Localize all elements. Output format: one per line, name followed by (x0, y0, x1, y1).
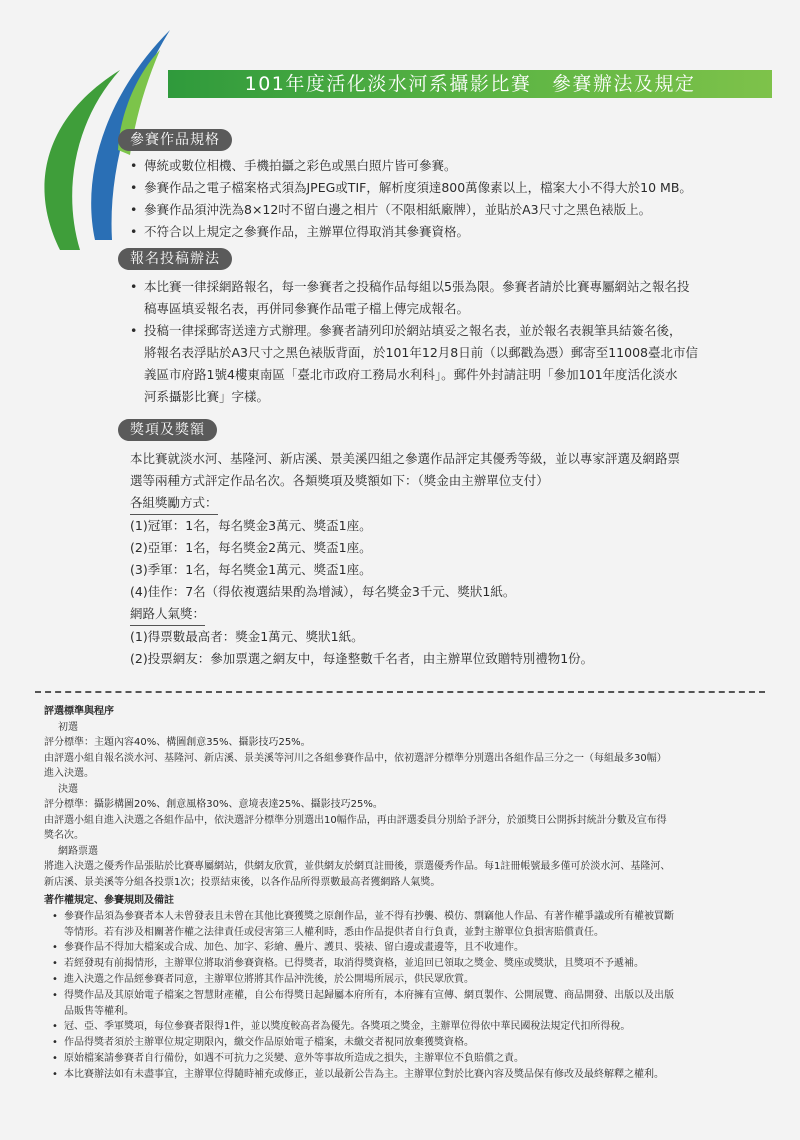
judging-line: 由評選小組自進入決選之各組作品中，依決選評分標準分別選出10幅作品，再由評選委員分別給予評分，於頒獎日公開拆封統計分數及宣布得 (44, 814, 667, 826)
judging-line: 獎名次。 (44, 830, 84, 841)
page-title: 101年度活化淡水河系攝影比賽 參賽辦法及規定 (168, 70, 772, 98)
note-item (44, 909, 769, 941)
judging-line: 決選 (58, 783, 78, 795)
note-line: 等情形。若有涉及相關著作權之法律責任或侵害第三人權利時，悉由作品提供者自行負責，並對主辦單位負損害賠償責任。 (64, 926, 604, 938)
group-award-item: (2)亞軍：1名，每名獎金2萬元、獎盃1座。 (130, 540, 372, 555)
group-award-item: (4)佳作：7名（得依複選結果酌為增減），每名獎金3千元、獎狀1紙。 (130, 584, 516, 599)
notes-heading: 著作權規定、參賽規則及備註 (44, 895, 174, 906)
spec-list (128, 155, 778, 243)
signup-line: • 投稿一律採郵寄送達方式辦理。參賽者請列印於網站填妥之報名表，並於報名表親筆具結簽名後， (144, 323, 682, 338)
spec-item: • 參賽作品之電子檔案格式須為JPEG或TIF，解析度須達800萬像素以上，檔案大小不得大於10 MB。 (128, 177, 778, 199)
signup-list (128, 276, 778, 408)
group-award-item: (3)季軍：1名，每名獎金1萬元、獎盃1座。 (130, 562, 372, 577)
spec-item: • 參賽作品須沖洗為8×12吋不留白邊之相片（不限相紙廠牌），並貼於A3尺寸之黑色裱版上。 (128, 199, 778, 221)
signup-line: • 本比賽一律採網路報名，每一參賽者之投稿作品每組以5張為限。參賽者請於比賽專屬網站之報名投 (144, 279, 690, 294)
note-item (44, 940, 769, 956)
note-line: • 原始檔案請參賽者自行備份，如遇不可抗力之災變、意外等事故所造成之損失，主辦單位不負賠償之責。 (64, 1052, 524, 1064)
section-heading-awards: 獎項及獎額 (118, 419, 217, 441)
note-item (44, 1051, 769, 1067)
dashed-divider (35, 691, 765, 693)
note-line: • 作品得獎者須於主辦單位規定期限內，繳交作品原始電子檔案，未繳交者視同放棄獲獎資格。 (64, 1037, 474, 1049)
judging-line: 由評選小組自報名淡水河、基隆河、新店溪、景美溪等河川之各組參賽作品中，依初選評分標準分別選出各組作品三分之一（每組最多30幅） (44, 752, 667, 764)
judging-line: 評分標準：主題內容40%、構圖創意35%、攝影技巧25%。 (44, 737, 311, 748)
judging-block (44, 704, 769, 890)
note-line: • 進入決選之作品經參賽者同意，主辦單位將將其作品沖洗後，於公開場所展示，供民眾欣賞。 (64, 973, 474, 985)
signup-line: 稿專區填妥報名表，再併同參賽作品電子檔上傳完成報名。 (144, 301, 470, 316)
section-heading-signup: 報名投稿辦法 (118, 248, 232, 270)
judging-heading: 評選標準與程序 (44, 706, 114, 717)
judging-line: 網路票選 (58, 845, 98, 857)
note-line: • 得獎作品及其原始電子檔案之智慧財產權，自公布得獎日起歸屬本府所有，本府擁有宣傳、網頁製作、公開展覽、商品開發、出版以及出版 (64, 989, 674, 1001)
group-awards-label: 各組獎勵方式： (130, 492, 218, 515)
note-line: • 本比賽辦法如有未盡事宜，主辦單位得隨時補充或修正，並以最新公告為主。主辦單位對於比賽內容及獎品保有修改及最終解釋之權利。 (64, 1068, 664, 1080)
note-item (44, 956, 769, 972)
note-line: • 參賽作品不得加大檔案或合成、加色、加字、彩繪、疊片、護貝、裝裱、留白邊或畫邊等，且不收連作。 (64, 942, 524, 954)
online-award-item: (1)得票數最高者：獎金1萬元、獎狀1紙。 (130, 629, 364, 644)
section-heading-spec: 參賽作品規格 (118, 129, 232, 151)
online-award-item: (2)投票網友：參加票選之網友中，每逢整數千名者，由主辦單位致贈特別禮物1份。 (130, 651, 594, 666)
note-item (44, 988, 769, 1020)
signup-line: 將報名表浮貼於A3尺寸之黑色裱版背面，於101年12月8日前（以郵戳為憑）郵寄至11008臺北市信 (144, 345, 698, 360)
judging-line: 進入決選。 (44, 768, 94, 779)
signup-item (128, 276, 778, 320)
group-award-item: (1)冠軍：1名，每名獎金3萬元、獎盃1座。 (130, 518, 372, 533)
spec-item: • 不符合以上規定之參賽作品，主辦單位得取消其參賽資格。 (128, 221, 778, 243)
online-award-label: 網路人氣獎： (130, 603, 205, 626)
judging-line: 評分標準：攝影構圖20%、創意風格30%、意境表達25%、攝影技巧25%。 (44, 799, 383, 810)
judging-line: 新店溪、景美溪等分組各投票1次；投票結束後，以各作品所得票數最高者獲網路人氣獎。 (44, 876, 441, 888)
awards-block (130, 448, 775, 670)
note-item (44, 972, 769, 988)
note-line: • 參賽作品須為參賽者本人未曾發表且未曾在其他比賽獲獎之原創作品，並不得有抄襲、模仿、剽竊他人作品、有著作權爭議或所有權被買斷 (64, 910, 674, 922)
awards-intro-line: 選等兩種方式評定作品名次。各類獎項及獎額如下：（獎金由主辦單位支付） (130, 473, 549, 488)
note-line: • 冠、亞、季軍獎項，每位參賽者限得1件，並以獎度較高者為優先。各獎項之獎金，主辦單位得依中華民國稅法規定代扣所得稅。 (64, 1021, 631, 1033)
note-line: 品販售等權利。 (64, 1005, 134, 1017)
note-line: • 若經發現有前揭情形，主辦單位將取消參賽資格。已得獎者，取消得獎資格，並追回已領取之獎金、獎座或獎狀，且獎項不予遞補。 (64, 958, 644, 970)
spec-item: • 傳統或數位相機、手機拍攝之彩色或黑白照片皆可參賽。 (128, 155, 778, 177)
signup-item (128, 320, 778, 408)
notes-block (44, 893, 769, 1083)
note-item (44, 1019, 769, 1035)
note-item (44, 1067, 769, 1083)
awards-intro-line: 本比賽就淡水河、基隆河、新店溪、景美溪四組之參選作品評定其優秀等級，並以專家評選及網路票 (130, 451, 681, 466)
signup-line: 義區市府路1號4樓東南區「臺北市政府工務局水利科」。郵件外封請註明「參加101年度活化淡水 (144, 367, 678, 382)
note-item (44, 1035, 769, 1051)
signup-line: 河系攝影比賽」字樣。 (144, 389, 270, 404)
judging-line: 初選 (58, 721, 78, 733)
judging-line: 將進入決選之優秀作品張貼於比賽專屬網站，供網友欣賞，並供網友於網頁註冊後，票選優秀作品。每1註冊帳號最多僅可於淡水河、基隆河、 (44, 861, 671, 872)
